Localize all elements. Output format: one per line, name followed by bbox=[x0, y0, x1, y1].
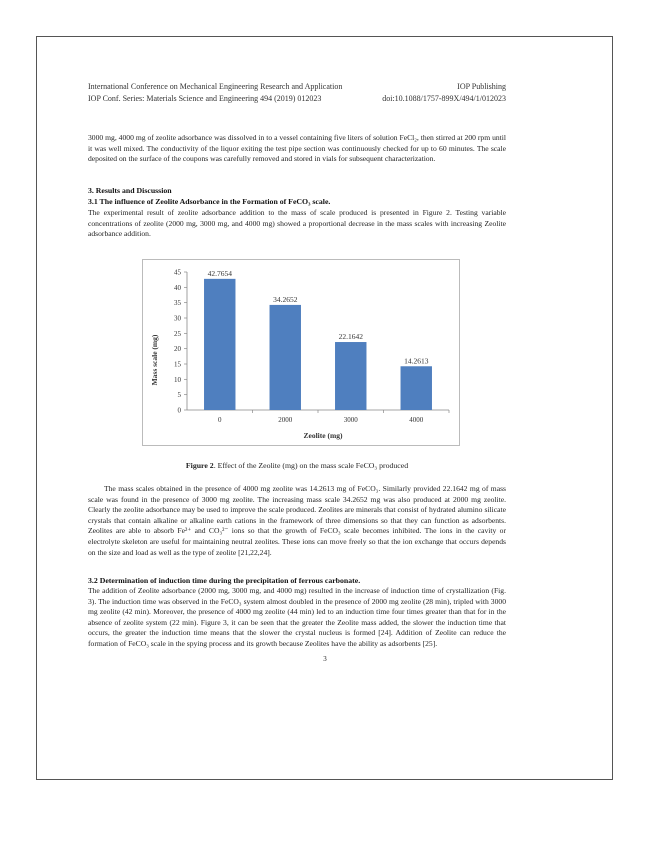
y-tick-label: 30 bbox=[174, 314, 181, 323]
conference-name: International Conference on Mechanical Engineering Research and Application bbox=[88, 82, 343, 91]
bar-3000 bbox=[335, 342, 366, 410]
y-tick-label: 40 bbox=[174, 283, 181, 292]
figure-2-chart bbox=[142, 259, 460, 446]
bar-4000 bbox=[401, 366, 432, 410]
section-3-2-paragraph: The addition of Zeolite adsorbance (2000 mg, 3000 mg, and 4000 mg) resulted in the increase of induction time of crystallization (Fig. 3). The induction time was observed in the FeCO₃ system almost doubled in the presence of 2000 mg zeolite (28 min), tripled with 3000 mg zeolite (42 min). Moreover, the presence of 4000 mg zeolite (44 min) led to an induction time four times greater than that for in the absence of zeolite system (22 min). Figure 3, it can be seen that the greater the Zeolite mass added, the slower the induction time that occurs, the greater the induction time means that the slower the crystal nucleus is formed [24]. Addition of Zeolite can reduce the formation of FeCO₃ scale in the spying process and its growth because Zeolites have the ability as adsorbents [25]. bbox=[88, 586, 506, 648]
publisher-name: IOP Publishing bbox=[457, 82, 506, 91]
data-label-4000: 14.2613 bbox=[404, 356, 429, 366]
x-tick-label-2000: 2000 bbox=[278, 416, 293, 424]
y-tick-label: 10 bbox=[174, 375, 181, 384]
y-tick-label: 25 bbox=[174, 329, 181, 338]
bar-2000 bbox=[270, 305, 301, 410]
data-label-3000: 22.1642 bbox=[338, 332, 363, 342]
y-tick-label: 45 bbox=[174, 268, 181, 277]
y-tick-label: 20 bbox=[174, 345, 181, 354]
data-label-0: 42.7654 bbox=[207, 268, 232, 278]
intro-paragraph: 3000 mg, 4000 mg of zeolite adsorbance was dissolved in to a vessel containing five liters of solution FeCl₂, then stirred at 200 rpm until it was well mixed. The conductivity of the liquor exiting the test pipe section was continuously checked for up to 60 minutes. The scale deposited on the surface of the coupons was carefully removed and stored in vials for subsequent characterization. bbox=[88, 133, 506, 164]
section-3-1-paragraph: The experimental result of zeolite adsorbance addition to the mass of scale produced is presented in Figure 2. Testing variable concentrations of zeolite (2000 mg, 3000 mg, and 4000 mg) showed a proportional decrease in the mass scales with increasing Zeolite adsorbance addition. bbox=[88, 208, 506, 239]
figure-2-caption bbox=[88, 461, 506, 471]
data-label-2000: 34.2652 bbox=[273, 294, 298, 304]
series-info: IOP Conf. Series: Materials Science and Engineering 494 (2019) 012023 bbox=[88, 94, 322, 103]
x-tick-label-3000: 3000 bbox=[343, 416, 358, 424]
figure-caption-label: Figure 2 bbox=[185, 461, 214, 470]
page-number: 3 bbox=[323, 655, 327, 663]
y-tick-label: 35 bbox=[174, 299, 181, 308]
x-axis-label: Zeolite (mg) bbox=[303, 431, 343, 440]
y-tick-label: 15 bbox=[174, 360, 181, 369]
bar-chart-svg bbox=[143, 260, 461, 447]
section-3-1-heading: 3.1 The influence of Zeolite Adsorbance in the Formation of FeCO₃ scale. bbox=[88, 197, 331, 206]
discussion-paragraph: The mass scales obtained in the presence of 4000 mg zeolite was 14.2613 mg of FeCO₃. Similarly provided 22.1642 mg of mass scale was found in the presence of 3000 mg zeolite. The increasing mass scale 34.2652 mg was also produced at 2000 mg zeolite. Clearly the zeolite adsorbance may be used to improve the scale produced. Zeolites are minerals that consist of hydrated alumino silicate crystals that contain alkaline or alkaline earth cations in the framework of three dimensions so that they can function as adsorbents. Zeolites are able to absorb Fe²⁺ and CO₃²⁻ ions so that the growth of FeCO₃ scale becomes inhibited. The ions in the cavity or electrolyte skeleton are useful for maintaining neutral zeolites. These ions can move freely so that the ion exchange that occurs depends on the size and load as well as the type of zeolite [21,22,24]. bbox=[88, 484, 506, 557]
figure-caption-text: . Effect of the Zeolite (mg) on the mass scale FeCO₃ produced bbox=[213, 461, 409, 470]
y-tick-label: 0 bbox=[177, 406, 181, 415]
x-tick-label-4000: 4000 bbox=[409, 416, 424, 424]
y-tick-label: 5 bbox=[177, 391, 181, 400]
section-3-2-heading: 3.2 Determination of induction time during the precipitation of ferrous carbonate. bbox=[88, 576, 361, 585]
bar-0 bbox=[204, 279, 235, 410]
section-3-heading: 3. Results and Discussion bbox=[88, 186, 172, 195]
doi-info: doi:10.1088/1757-899X/494/1/012023 bbox=[382, 94, 506, 103]
x-tick-label-0: 0 bbox=[218, 416, 222, 424]
y-axis-label: Mass scale (mg) bbox=[150, 334, 159, 386]
